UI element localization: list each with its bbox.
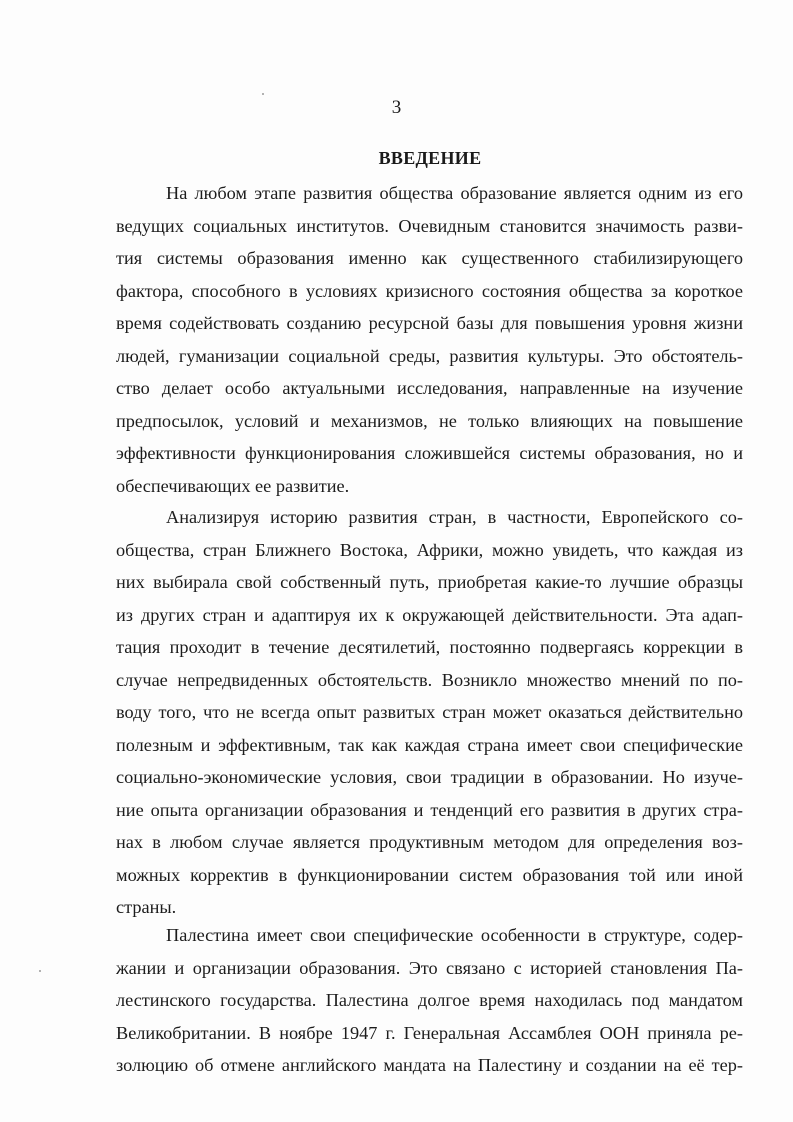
text-line: воду того, что не всегда опыт развитых стран может оказаться действительно — [116, 702, 743, 722]
text-line: жании и организации образования. Это связано с историей становления Па- — [116, 957, 743, 978]
text-line: лестинского государства. Палестина долгое время находилась под мандатом — [116, 990, 743, 1010]
text-line: них выбирала свой собственный путь, приобретая какие-то лучшие образцы — [116, 572, 743, 592]
text-line: можных корректив в функционировании систем образования той или иной — [116, 864, 743, 885]
text-line: тация проходит в течение десятилетий, постоянно подвергаясь коррекции в — [116, 637, 743, 657]
text-line: из других стран и адаптируя их к окружающей действительности. Эта адап- — [116, 604, 743, 625]
text-line: фактора, способного в условиях кризисного состояния общества за короткое — [116, 280, 743, 301]
text-line: предпосылок, условий и механизмов, не только влияющих на повышение — [116, 410, 743, 431]
text-line: социально-экономические условия, свои традиции в образовании. Но изуче- — [116, 767, 743, 787]
text-line: золюцию об отмене английского мандата на Палестину и создании на её тер- — [116, 1055, 743, 1075]
text-line: людей, гуманизации социальной среды, развития культуры. Это обстоятель- — [116, 345, 743, 366]
text-line: Великобритании. В ноябре 1947 г. Генеральная Ассамблея ООН приняла ре- — [116, 1022, 743, 1043]
text-line: нах в любом случае является продуктивным методом для определения воз- — [116, 832, 743, 852]
scan-speck — [262, 93, 264, 95]
section-heading: ВВЕДЕНИЕ — [378, 148, 482, 168]
text-line: тия системы образования именно как существенного стабилизирующего — [116, 248, 743, 268]
text-line: полезным и эффективным, так как каждая страна имеет свои специфические — [116, 734, 743, 755]
text-line: случае непредвиденных обстоятельств. Возникло множество мнений по по- — [116, 669, 743, 690]
scan-speck — [39, 970, 41, 972]
text-line: Палестина имеет свои специфические особенности в структуре, содер- — [166, 925, 743, 945]
text-line: На любом этапе развития общества образование является одним из его — [166, 183, 743, 203]
text-line: обеспечивающих ее развитие. — [116, 475, 350, 496]
text-line: ство делает особо актуальными исследования, направленные на изучение — [116, 378, 743, 398]
text-line: время содействовать созданию ресурсной базы для повышения уровня жизни — [116, 313, 743, 333]
text-line: ние опыта организации образования и тенденций его развития в других стра- — [116, 799, 743, 820]
page-number: 3 — [391, 97, 402, 118]
text-line: Анализируя историю развития стран, в частности, Европейского со- — [166, 507, 743, 527]
text-line: страны. — [116, 897, 177, 917]
text-line: эффективности функционирования сложившейся системы образования, но и — [116, 443, 743, 463]
text-line: общества, стран Ближнего Востока, Африки, можно увидеть, что каждая из — [116, 539, 743, 560]
text-line: ведущих социальных институтов. Очевидным становится значимость разви- — [116, 215, 743, 236]
